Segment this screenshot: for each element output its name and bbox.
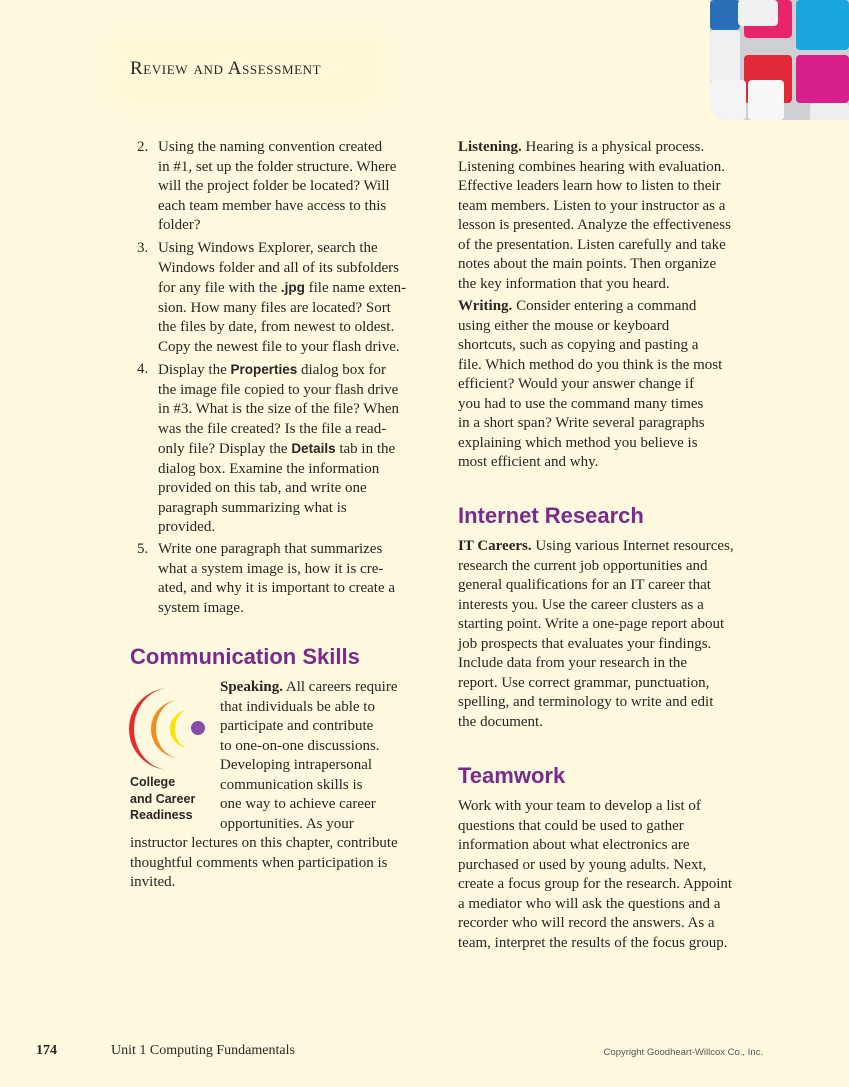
- text-line: create a focus group for the research. Appoint: [458, 876, 733, 892]
- text-line: questions that could be used to gather: [458, 817, 684, 834]
- text-line: that individuals be able to: [220, 698, 375, 715]
- text-line: Work with your team to develop a list of: [458, 798, 701, 814]
- text-line: [158, 360, 399, 381]
- text-segment: Details: [291, 441, 336, 456]
- lead-in: Listening.: [458, 139, 522, 155]
- text-line: invited.: [130, 874, 176, 890]
- text-line: ated, and why it is important to create a: [158, 580, 396, 596]
- text-segment: Display the: [158, 362, 231, 378]
- text-line: Using the naming convention created: [158, 139, 383, 155]
- text-line: Developing intrapersonal: [220, 757, 373, 773]
- text-line: efficient? Would your answer change if: [458, 376, 695, 392]
- text-line: shortcuts, such as copying and pasting a: [458, 337, 699, 353]
- text-segment: tab in the: [335, 441, 396, 457]
- text-line: team members. Listen to your instructor as a: [458, 197, 726, 214]
- text-line: Using Windows Explorer, search the: [158, 240, 378, 256]
- text-line: spelling, and terminology to write and edit: [458, 694, 714, 710]
- text-line: what a system image is, how it is cre-: [158, 560, 384, 577]
- text-line: general qualifications for an IT career that: [458, 577, 711, 593]
- text-line: report. Use correct grammar, punctuation,: [458, 674, 710, 691]
- list-item: [137, 138, 397, 236]
- text-line: Include data from your research in the: [458, 655, 688, 671]
- text-line: starting point. Write a one-page report about: [458, 616, 725, 632]
- lead-in: IT Careers.: [458, 538, 532, 554]
- text-segment: All careers require: [282, 679, 398, 695]
- list-number: 3.: [137, 240, 149, 256]
- text-segment: Using various Internet resources,: [531, 538, 734, 554]
- text-segment: for any file with the: [158, 280, 281, 296]
- text-line: Listening combines hearing with evaluation.: [458, 158, 726, 175]
- badge-line: Readiness: [130, 808, 193, 822]
- badge-line: College: [130, 775, 176, 789]
- text-segment: Properties: [230, 362, 298, 377]
- text-line: thoughtful comments when participation is: [130, 854, 388, 871]
- decorative-tiles-image: [710, 0, 849, 120]
- list-number: 5.: [137, 541, 149, 557]
- writing-paragraph: [458, 297, 722, 473]
- text-line: of the presentation. Listen carefully and take: [458, 236, 726, 253]
- text-line: file. Which method do you think is the most: [458, 356, 723, 373]
- speaking-paragraph-tail: [130, 834, 398, 893]
- text-line: interests you. Use the career clusters as a: [458, 596, 704, 613]
- text-line: to one-on-one discussions.: [220, 737, 380, 754]
- text-line: the key information that you heard.: [458, 275, 670, 292]
- text-line: in #3. What is the size of the file? When: [158, 401, 400, 417]
- text-line: provided.: [158, 519, 216, 535]
- text-line: communication skills is: [220, 776, 363, 793]
- text-line: [458, 138, 731, 158]
- teamwork-paragraph: [458, 797, 732, 953]
- badge-line: and Career: [130, 791, 196, 806]
- text-line: dialog box. Examine the information: [158, 460, 380, 477]
- text-line: [458, 297, 722, 317]
- text-segment: file name exten-: [304, 280, 407, 296]
- text-line: provided on this tab, and write one: [158, 480, 367, 496]
- listening-paragraph: [458, 138, 731, 294]
- text-line: the image file copied to your flash drive: [158, 381, 399, 398]
- text-line: lesson is presented. Analyze the effectiveness: [458, 217, 731, 233]
- text-line: folder?: [158, 217, 201, 233]
- text-segment: Hearing is a physical process.: [521, 139, 705, 155]
- lead-in: Speaking.: [220, 679, 283, 695]
- text-line: research the current job opportunities and: [458, 557, 708, 574]
- text-line: sion. How many files are located? Sort: [158, 299, 391, 316]
- list-item: [137, 360, 400, 538]
- it-careers-paragraph: [458, 537, 734, 732]
- text-line: [458, 537, 734, 557]
- text-line: team, interpret the results of the focus group.: [458, 934, 728, 951]
- heading-internet-research: Internet Research: [458, 503, 644, 528]
- text-line: [158, 439, 399, 460]
- text-segment: Consider entering a command: [512, 298, 697, 314]
- text-line: Copy the newest file to your flash drive.: [158, 338, 400, 355]
- text-line: the document.: [458, 713, 543, 730]
- text-line: using either the mouse or keyboard: [458, 317, 670, 334]
- text-line: explaining which method you believe is: [458, 434, 698, 451]
- text-line: Windows folder and all of its subfolders: [158, 259, 400, 276]
- text-segment: dialog box for: [297, 362, 387, 378]
- text-segment: .jpg: [280, 280, 305, 295]
- list-item: [137, 540, 396, 618]
- text-line: instructor lectures on this chapter, contribute: [130, 835, 398, 851]
- section-title: Review and Assessment: [130, 58, 322, 79]
- list-number: 2.: [137, 139, 149, 155]
- text-line: purchased or used by young adults. Next,: [458, 856, 707, 873]
- text-segment: only file? Display the: [158, 441, 292, 457]
- page-number: 174: [36, 1043, 57, 1058]
- speaking-paragraph: [220, 678, 397, 834]
- text-line: Effective leaders learn how to listen to their: [458, 178, 721, 194]
- text-line: recorder who will record the answers. As a: [458, 915, 715, 931]
- text-line: paragraph summarizing what is: [158, 499, 347, 516]
- text-line: in #1, set up the folder structure. Where: [158, 158, 397, 175]
- text-line: [220, 678, 397, 698]
- text-line: job prospects that evaluates your findings.: [458, 635, 712, 652]
- text-line: information about what electronics are: [458, 837, 690, 853]
- text-line: opportunities. As your: [220, 815, 354, 832]
- list-item: [137, 239, 407, 357]
- text-line: you had to use the command many times: [458, 395, 704, 412]
- text-line: participate and contribute: [220, 718, 374, 734]
- heading-teamwork: Teamwork: [458, 763, 566, 788]
- text-line: each team member have access to this: [158, 197, 387, 214]
- text-line: one way to achieve career: [220, 796, 376, 812]
- text-line: in a short span? Write several paragraphs: [458, 415, 705, 431]
- text-line: notes about the main points. Then organize: [458, 256, 717, 272]
- college-career-readiness-logo: [128, 686, 210, 772]
- text-line: the files by date, from newest to oldest.: [158, 319, 395, 335]
- college-career-readiness-label: [130, 774, 195, 824]
- list-number: 4.: [137, 361, 149, 377]
- text-line: system image.: [158, 599, 244, 616]
- unit-title: Unit 1 Computing Fundamentals: [111, 1043, 295, 1058]
- lead-in: Writing.: [458, 298, 513, 314]
- heading-communication-skills: Communication Skills: [130, 644, 360, 669]
- text-line: a mediator who will ask the questions and a: [458, 895, 721, 912]
- text-line: most efficient and why.: [458, 454, 599, 470]
- text-line: was the file created? Is the file a read-: [158, 420, 387, 437]
- copyright: Copyright Goodheart-Willcox Co., Inc.: [603, 1047, 763, 1058]
- text-line: Write one paragraph that summarizes: [158, 541, 383, 557]
- text-line: [158, 278, 406, 299]
- text-line: will the project folder be located? Will: [158, 178, 390, 194]
